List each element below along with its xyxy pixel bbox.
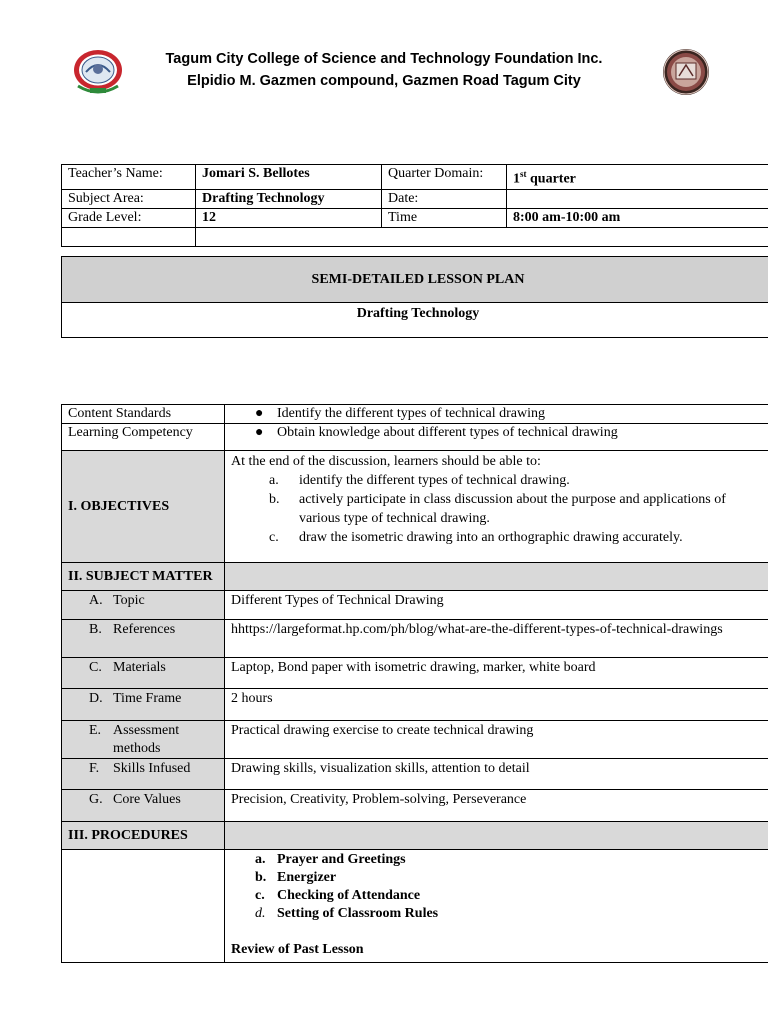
procedure-item (231, 869, 767, 887)
subject-matter-header-cell (225, 563, 768, 591)
lesson-plan-heading: SEMI-DETAILED LESSON PLAN (62, 257, 768, 303)
empty-cell (62, 850, 225, 963)
table-row (62, 165, 768, 190)
date-value (507, 189, 768, 208)
table-row (62, 850, 768, 963)
content-standards-text: Identify the different types of technical drawing (277, 406, 545, 421)
table-row (62, 591, 768, 620)
learning-competency-label: Learning Competency (62, 424, 225, 451)
review-past-lesson: Review of Past Lesson (231, 942, 364, 957)
subject-row-label (62, 790, 225, 822)
subject-row-letter: B. (89, 622, 102, 637)
procedure-item (231, 851, 767, 869)
subject-row-letter: C. (89, 660, 102, 675)
quarter-suffix: st (520, 169, 527, 179)
objective-item (231, 528, 767, 547)
teacher-name-value: Jomari S. Bellotes (196, 165, 382, 190)
quarter-word: quarter (526, 171, 576, 187)
date-label: Date: (382, 189, 507, 208)
subject-row-label (62, 721, 225, 759)
subject-row-letter: E. (89, 723, 102, 738)
table-row (62, 189, 768, 208)
procedure-letter: b. (255, 870, 267, 885)
subject-row-label (62, 591, 225, 620)
objective-text: draw the isometric drawing into an orthographic drawing accurately. (299, 530, 683, 545)
bullet-icon: ● (255, 425, 264, 440)
subject-row-label (62, 689, 225, 721)
bullet-icon: ● (255, 406, 264, 421)
procedure-text: Prayer and Greetings (277, 852, 406, 867)
subject-row-label (62, 658, 225, 689)
table-row (62, 620, 768, 658)
objective-text: identify the different types of technical drawing. (299, 473, 570, 488)
objective-letter: a. (269, 473, 279, 488)
subject-row-label (62, 620, 225, 658)
subject-row-letter: D. (89, 691, 103, 706)
header-line-2: Elpidio M. Gazmen compound, Gazmen Road Tagum City (187, 73, 581, 89)
lesson-plan-table (61, 404, 768, 963)
institution-name (130, 48, 638, 92)
table-row (62, 721, 768, 759)
procedure-item (231, 887, 767, 905)
subject-row-letter: F. (89, 761, 100, 776)
subject-row-label-text: Time Frame (113, 691, 182, 706)
empty-cell (196, 227, 768, 246)
subject-row-letter: A. (89, 593, 103, 608)
objective-letter: b. (269, 492, 280, 507)
content-standards-label: Content Standards (62, 405, 225, 424)
procedure-letter: d. (255, 906, 266, 921)
table-row (62, 208, 768, 227)
procedures-label: III. PROCEDURES (62, 822, 225, 850)
subject-row-value: Laptop, Bond paper with isometric drawing, marker, white board (225, 658, 768, 689)
procedure-text: Checking of Attendance (277, 888, 421, 903)
procedure-text: Energizer (277, 870, 337, 885)
table-row (62, 424, 768, 451)
objective-letter: c. (269, 530, 279, 545)
subject-row-value: Different Types of Technical Drawing (225, 591, 768, 620)
grade-level-label: Grade Level: (62, 208, 196, 227)
subject-row-value: Drawing skills, visualization skills, attention to detail (225, 759, 768, 790)
time-value: 8:00 am-10:00 am (507, 208, 768, 227)
quarter-number: 1 (513, 171, 520, 187)
table-row (62, 822, 768, 850)
subject-row-value: Practical drawing exercise to create technical drawing (225, 721, 768, 759)
time-label: Time (382, 208, 507, 227)
teacher-info-table (61, 164, 768, 247)
procedure-letter: c. (255, 888, 265, 903)
department-seal-logo-icon (661, 48, 711, 96)
table-row (62, 451, 768, 563)
quarter-domain-label: Quarter Domain: (382, 165, 507, 190)
lesson-plan-title-box (61, 256, 768, 338)
procedure-letter: a. (255, 852, 266, 867)
subject-area-value: Drafting Technology (196, 189, 382, 208)
table-row (62, 759, 768, 790)
content-standards-cell (225, 405, 768, 424)
subject-matter-label: II. SUBJECT MATTER (62, 563, 225, 591)
objectives-cell (225, 451, 768, 563)
college-seal-logo-icon (72, 48, 124, 96)
objective-text: actively participate in class discussion about the purpose and applications of various type of technical drawing. (299, 492, 726, 526)
objective-item (231, 471, 767, 490)
subject-matter-rows (62, 591, 768, 822)
objectives-label: I. OBJECTIVES (62, 451, 225, 563)
objectives-intro: At the end of the discussion, learners should be able to: (231, 454, 541, 469)
learning-competency-cell (225, 424, 768, 451)
procedures-header-cell (225, 822, 768, 850)
subject-row-label-text: References (113, 622, 176, 637)
empty-cell (62, 227, 196, 246)
header-line-1: Tagum City College of Science and Technology Foundation Inc. (165, 51, 603, 67)
subject-row-value: hhttps://largeformat.hp.com/ph/blog/what-are-the-different-types-of-technical-drawings (225, 620, 768, 658)
learning-competency-text: Obtain knowledge about different types of technical drawing (277, 425, 618, 440)
table-row (62, 790, 768, 822)
teacher-name-label: Teacher’s Name: (62, 165, 196, 190)
table-row (62, 405, 768, 424)
procedures-cell (225, 850, 768, 963)
grade-level-value: 12 (196, 208, 382, 227)
table-row (62, 563, 768, 591)
table-row (62, 227, 768, 246)
subject-row-value: 2 hours (225, 689, 768, 721)
subject-row-label-text: Materials (113, 660, 166, 675)
subject-row-value: Precision, Creativity, Problem-solving, Perseverance (225, 790, 768, 822)
procedures-list (231, 851, 767, 923)
objective-item (231, 490, 767, 528)
subject-row-label (62, 759, 225, 790)
subject-row-label-text: Skills Infused (113, 761, 191, 776)
lesson-plan-subject: Drafting Technology (356, 306, 480, 321)
procedure-text: Setting of Classroom Rules (277, 906, 439, 921)
table-row (62, 658, 768, 689)
quarter-domain-value (507, 165, 768, 190)
document-header (0, 44, 768, 100)
table-row (62, 689, 768, 721)
subject-row-label-text: Core Values (113, 792, 181, 807)
procedure-item (231, 905, 767, 923)
objectives-list (231, 471, 767, 547)
subject-area-label: Subject Area: (62, 189, 196, 208)
subject-row-letter: G. (89, 792, 103, 807)
subject-row-label-text: Topic (113, 593, 145, 608)
subject-row-label-text: Assessment methods (113, 723, 180, 756)
